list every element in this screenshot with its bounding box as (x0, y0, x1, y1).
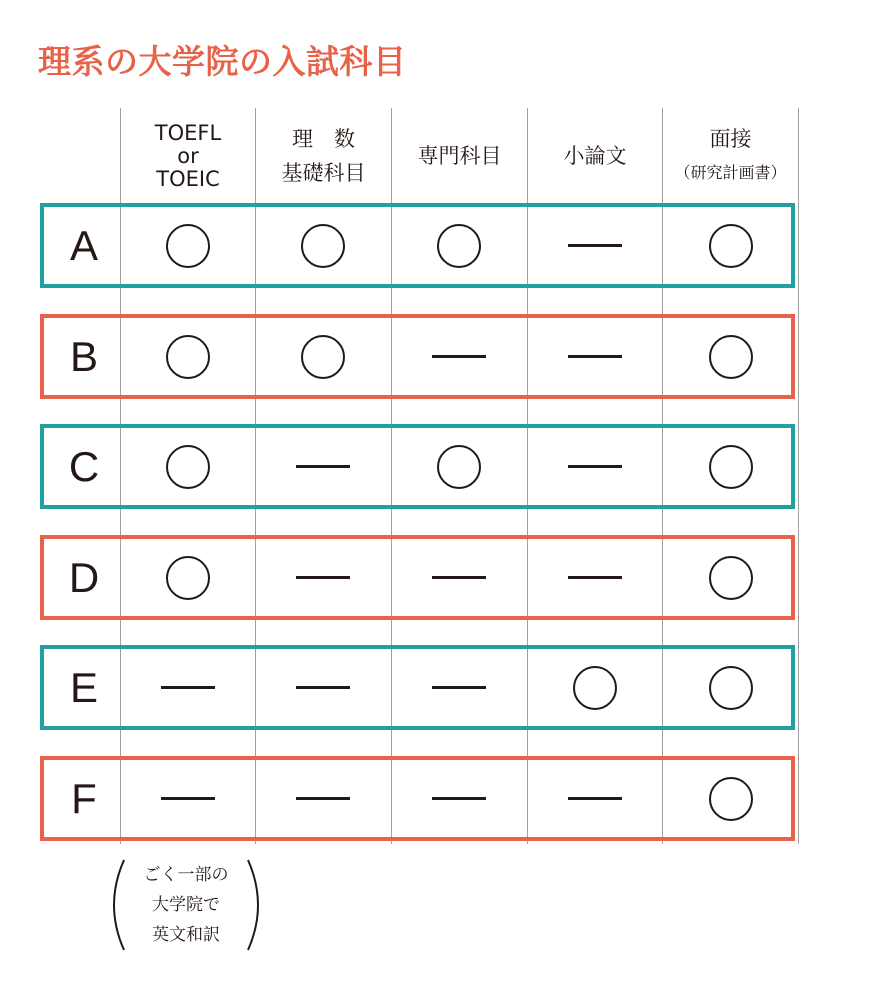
row-label: F (71, 774, 97, 822)
dash-mark-icon (568, 355, 622, 358)
header-line: 小論文 (563, 143, 627, 168)
circle-mark-icon (166, 556, 210, 600)
header-subline: （研究計画書） (674, 163, 787, 182)
table-cell (120, 428, 255, 505)
header-line: 基礎科目 (281, 161, 366, 185)
table-cell (527, 539, 662, 616)
page-title: 理系の大学院の入試科目 (38, 42, 407, 81)
dash-mark-icon (568, 465, 622, 468)
dash-mark-icon (432, 797, 486, 800)
circle-mark-icon (709, 335, 753, 379)
table-row (40, 535, 795, 620)
table-cell (391, 428, 527, 505)
table-row (40, 424, 795, 509)
circle-mark-icon (709, 777, 753, 821)
table-cell (527, 207, 662, 284)
table-cell (527, 760, 662, 837)
table-cell (255, 539, 391, 616)
header-toefl (121, 112, 255, 200)
row-label: D (68, 553, 100, 601)
table-row (40, 756, 795, 841)
table-cell (255, 428, 391, 505)
dash-mark-icon (161, 686, 215, 689)
table-cell (662, 539, 799, 616)
table-cell (120, 760, 255, 837)
table-cell (527, 428, 662, 505)
table-cell (391, 649, 527, 726)
header-essay (528, 112, 662, 200)
circle-mark-icon (709, 556, 753, 600)
table-cell (662, 318, 799, 395)
table-cell (662, 428, 799, 505)
table-cell (120, 649, 255, 726)
table-cell (255, 318, 391, 395)
circle-mark-icon (573, 666, 617, 710)
row-label: E (69, 663, 98, 711)
header-line: 専門科目 (417, 143, 502, 168)
circle-mark-icon (437, 224, 481, 268)
header-line: 面接 (709, 127, 752, 151)
dash-mark-icon (432, 576, 486, 579)
dash-mark-icon (432, 355, 486, 358)
table-row (40, 203, 795, 288)
dash-mark-icon (296, 465, 350, 468)
header-basic-science (256, 112, 391, 200)
circle-mark-icon (166, 335, 210, 379)
table-cell (120, 207, 255, 284)
note-line: ごく一部の (143, 865, 229, 885)
circle-mark-icon (301, 224, 345, 268)
dash-mark-icon (296, 576, 350, 579)
header-specialty (392, 112, 527, 200)
header-line: TOEIC (156, 166, 220, 191)
dash-mark-icon (568, 576, 622, 579)
header-interview (663, 112, 798, 200)
note-line: 大学院で (152, 895, 220, 915)
table-cell (662, 207, 799, 284)
translation-note (102, 858, 270, 952)
table-cell (527, 318, 662, 395)
circle-mark-icon (709, 224, 753, 268)
row-label: C (68, 442, 100, 490)
circle-mark-icon (709, 666, 753, 710)
table-cell (255, 649, 391, 726)
row-label: B (69, 332, 98, 380)
table-cell (120, 539, 255, 616)
header-line: 理 数 (292, 127, 355, 151)
table-cell (527, 649, 662, 726)
table-row (40, 645, 795, 730)
dash-mark-icon (432, 686, 486, 689)
table-cell (255, 760, 391, 837)
table-cell (391, 760, 527, 837)
circle-mark-icon (709, 445, 753, 489)
table-cell (662, 760, 799, 837)
circle-mark-icon (437, 445, 481, 489)
table-cell (391, 539, 527, 616)
circle-mark-icon (166, 445, 210, 489)
dash-mark-icon (161, 797, 215, 800)
circle-mark-icon (301, 335, 345, 379)
dash-mark-icon (296, 686, 350, 689)
header-line: TOEFL (154, 120, 222, 145)
circle-mark-icon (166, 224, 210, 268)
table-cell (391, 207, 527, 284)
dash-mark-icon (296, 797, 350, 800)
dash-mark-icon (568, 244, 622, 247)
row-label: A (69, 221, 98, 269)
dash-mark-icon (568, 797, 622, 800)
header-line: or (177, 143, 199, 168)
table-row (40, 314, 795, 399)
table-cell (120, 318, 255, 395)
table-cell (391, 318, 527, 395)
table-cell (255, 207, 391, 284)
right-paren-icon (240, 858, 270, 952)
note-line: 英文和訳 (152, 925, 220, 945)
table-cell (662, 649, 799, 726)
